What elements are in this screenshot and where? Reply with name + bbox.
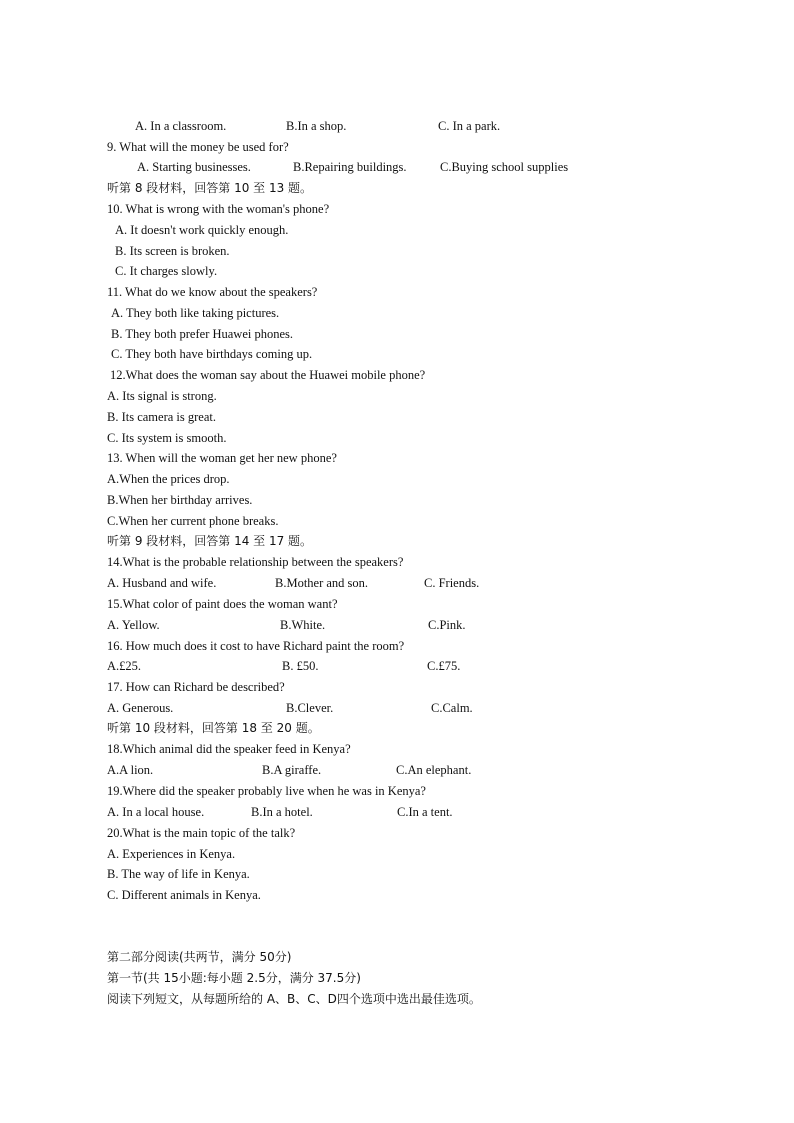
q12-option-b: B. Its camera is great. bbox=[107, 410, 216, 424]
q10-option-a: A. It doesn't work quickly enough. bbox=[115, 223, 289, 237]
q11-option-c: C. They both have birthdays coming up. bbox=[111, 347, 313, 361]
q17-option-c: C.Calm. bbox=[431, 701, 473, 715]
part2-instruction: 阅读下列短文，从每题所给的 A、B、C、D四个选项中选出最佳选项。 bbox=[107, 992, 481, 1006]
section-10-heading: 听第 10 段材料，回答第 18 至 20 题。 bbox=[107, 721, 320, 735]
q16-question: 16. How much does it cost to have Richard paint the room? bbox=[107, 639, 405, 653]
q14-question: 14.What is the probable relationship between the speakers? bbox=[107, 555, 404, 569]
q9-option-c: C.Buying school supplies bbox=[440, 160, 569, 174]
part2-subtitle: 第一节(共 15小题:每小题 2.5分，满分 37.5分) bbox=[107, 971, 361, 985]
q13-option-b: B.When her birthday arrives. bbox=[107, 493, 253, 507]
q12-question: 12.What does the woman say about the Huawei mobile phone? bbox=[110, 368, 426, 382]
q8-option-a: A. In a classroom. bbox=[135, 119, 227, 133]
q19-option-c: C.In a tent. bbox=[397, 805, 453, 819]
section-9-heading: 听第 9 段材料，回答第 14 至 17 题。 bbox=[107, 534, 313, 548]
part2-title: 第二部分阅读(共两节，满分 50分) bbox=[107, 950, 292, 964]
q19-option-b: B.In a hotel. bbox=[251, 805, 313, 819]
q20-option-c: C. Different animals in Kenya. bbox=[107, 888, 261, 902]
q20-option-b: B. The way of life in Kenya. bbox=[107, 867, 250, 881]
q10-option-b: B. Its screen is broken. bbox=[115, 244, 230, 258]
q15-option-a: A. Yellow. bbox=[107, 618, 160, 632]
q11-option-b: B. They both prefer Huawei phones. bbox=[111, 327, 294, 341]
q11-question: 11. What do we know about the speakers? bbox=[107, 285, 318, 299]
q13-option-c: C.When her current phone breaks. bbox=[107, 514, 279, 528]
section-8-heading: 听第 8 段材料，回答第 10 至 13 题。 bbox=[107, 181, 313, 195]
q12-option-c: C. Its system is smooth. bbox=[107, 431, 227, 445]
q8-option-b: B.In a shop. bbox=[286, 119, 347, 133]
q10-question: 10. What is wrong with the woman's phone? bbox=[107, 202, 330, 216]
q19-question: 19.Where did the speaker probably live when he was in Kenya? bbox=[107, 784, 426, 798]
q16-option-b: B. £50. bbox=[282, 659, 319, 673]
q10-option-c: C. It charges slowly. bbox=[115, 264, 218, 278]
q9-question: 9. What will the money be used for? bbox=[107, 140, 289, 154]
q16-option-a: A.£25. bbox=[107, 659, 142, 673]
q11-option-a: A. They both like taking pictures. bbox=[111, 306, 280, 320]
q16-option-c: C.£75. bbox=[427, 659, 461, 673]
q9-option-a: A. Starting businesses. bbox=[137, 160, 251, 174]
q13-question: 13. When will the woman get her new phone? bbox=[107, 451, 337, 465]
q8-option-c: C. In a park. bbox=[438, 119, 501, 133]
q18-option-b: B.A giraffe. bbox=[262, 763, 322, 777]
q20-option-a: A. Experiences in Kenya. bbox=[107, 847, 236, 861]
q14-option-c: C. Friends. bbox=[424, 576, 480, 590]
q20-question: 20.What is the main topic of the talk? bbox=[107, 826, 296, 840]
q15-option-c: C.Pink. bbox=[428, 618, 466, 632]
q14-option-b: B.Mother and son. bbox=[275, 576, 369, 590]
q14-option-a: A. Husband and wife. bbox=[107, 576, 217, 590]
q9-option-b: B.Repairing buildings. bbox=[293, 160, 407, 174]
q17-question: 17. How can Richard be described? bbox=[107, 680, 285, 694]
q15-question: 15.What color of paint does the woman want? bbox=[107, 597, 338, 611]
q18-option-c: C.An elephant. bbox=[396, 763, 472, 777]
q18-option-a: A.A lion. bbox=[107, 763, 154, 777]
q13-option-a: A.When the prices drop. bbox=[107, 472, 230, 486]
q17-option-b: B.Clever. bbox=[286, 701, 334, 715]
q12-option-a: A. Its signal is strong. bbox=[107, 389, 217, 403]
q17-option-a: A. Generous. bbox=[107, 701, 174, 715]
q19-option-a: A. In a local house. bbox=[107, 805, 205, 819]
q15-option-b: B.White. bbox=[280, 618, 326, 632]
q18-question: 18.Which animal did the speaker feed in Kenya? bbox=[107, 742, 351, 756]
